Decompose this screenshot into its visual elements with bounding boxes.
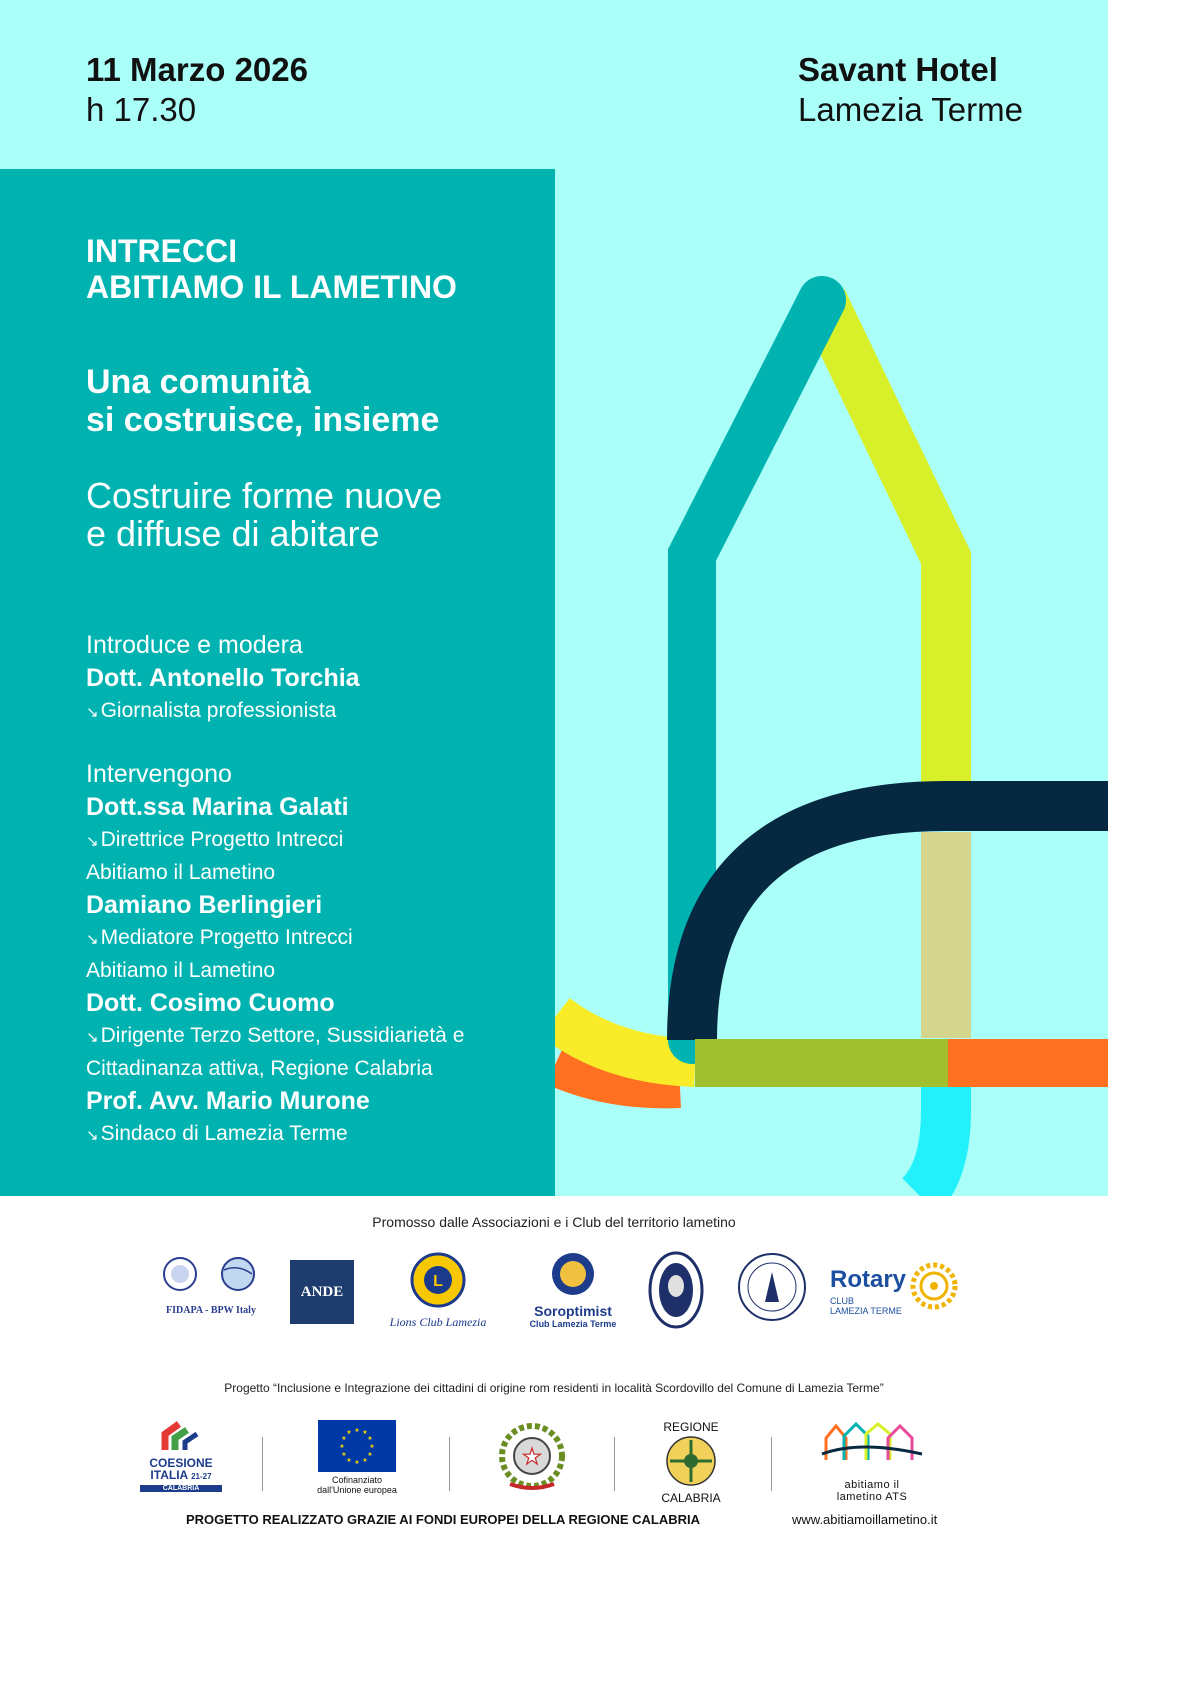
funding-credit: PROGETTO REALIZZATO GRAZIE AI FONDI EUROPEI DELLA REGIONE CALABRIA [186,1512,700,1527]
event-title [86,233,526,305]
eu-logo: ★ ★ ★ ★ ★ ★ ★ ★ ★ ★ ★ ★ Cofinanziato dall'Unione europea [310,1420,404,1495]
regione-calabria-logo: REGIONE CALABRIA [661,1420,721,1505]
moderator-label: Introduce e modera [86,631,303,659]
subtitle-line-1: Una comunità [86,363,311,401]
website-link[interactable]: www.abitiamoillametino.it [792,1512,938,1527]
venue-city: Lamezia Terme [798,91,1023,128]
svg-text:★: ★ [346,1429,352,1436]
svg-text:★: ★ [354,1459,360,1466]
speakers-label: Intervengono [86,760,232,788]
soroptimist-logo: Soroptimist Club Lamezia Terme [518,1250,628,1329]
svg-text:★: ★ [341,1435,347,1442]
event-subtitle [86,363,526,439]
funding-logos [140,1420,980,1510]
matris-emblem-icon [737,1250,807,1324]
divider [449,1437,450,1491]
fidapa-emblem-icon [156,1250,266,1300]
speakers-section [86,629,526,1151]
event-time: h 17.30 [86,91,197,128]
divider [614,1437,615,1491]
speaker-name: Dott. Cosimo Cuomo [86,989,335,1017]
arrow-icon: ↘ [86,1029,99,1046]
italian-republic-emblem-icon [496,1420,568,1494]
svg-text:★: ★ [367,1451,373,1458]
khaki-wall [921,832,971,1038]
venue-name: Savant Hotel [798,51,998,88]
cameo-portrait-icon [648,1250,704,1330]
lions-logo: L Lions Club Lamezia [378,1250,498,1330]
divider [771,1437,772,1491]
tagline-line-2: e diffuse di abitare [86,513,380,554]
event-tagline [86,477,526,553]
association-logos: FIDAPA - BPW Italy ANDE L Lions Club Lamezia Soroptimist Club Lamezia Terme Rotary CLUB LAMEZIA TERME [150,1250,970,1340]
project-caption: Progetto “Inclusione e Integrazione dei cittadini di origine rom residenti in località Scordovillo del Comune di Lamezia Terme” [224,1381,884,1395]
speaker-role-cont: Cittadinanza attiva, Regione Calabria [86,1057,433,1080]
olive-bar [695,1039,948,1087]
info-panel [0,169,555,1196]
promoters-caption: Promosso dalle Associazioni e i Club del territorio lametino [372,1214,736,1230]
divider [262,1437,263,1491]
orange-bar [948,1039,1108,1087]
lions-emblem-icon [408,1250,468,1310]
speaker-role: ↘Sindaco di Lamezia Terme [86,1122,348,1145]
soroptimist-emblem-icon [549,1250,597,1298]
svg-text:L: L [433,1273,443,1290]
ats-logo: abitiamo il lametino ATS [812,1420,932,1503]
svg-text:★: ★ [354,1427,360,1434]
matris-logo [736,1250,808,1329]
title-line-1: INTRECCI [86,233,238,269]
speaker-role: ↘Direttrice Progetto Intrecci [86,828,344,851]
arrow-icon: ↘ [86,1127,99,1144]
arrow-icon: ↘ [86,931,99,948]
calabria-shield-icon [664,1434,718,1488]
svg-text:★: ★ [522,1445,542,1470]
speaker-role: ↘Dirigente Terzo Settore, Sussidiarietà e [86,1024,465,1047]
arrow-icon: ↘ [86,704,99,721]
svg-text:★: ★ [369,1443,375,1450]
svg-text:★: ★ [362,1457,368,1464]
speaker-role-cont: Abitiamo il Lametino [86,959,276,982]
svg-text:★: ★ [367,1435,373,1442]
arrow-icon: ↘ [86,833,99,850]
speaker-role-cont: Abitiamo il Lametino [86,861,276,884]
convegni-logo [646,1250,706,1335]
speaker-name: Dott.ssa Marina Galati [86,793,349,821]
svg-text:★: ★ [341,1451,347,1458]
coesione-emblem-icon [161,1420,201,1454]
svg-text:★: ★ [362,1429,368,1436]
title-line-2: ABITIAMO IL LAMETINO [86,269,457,305]
svg-text:★: ★ [346,1457,352,1464]
cyan-curve [920,1087,946,1196]
moderator-role: ↘Giornalista professionista [86,699,337,722]
coesione-logo: COESIONE ITALIA 21-27 CALABRIA [140,1420,222,1492]
ande-logo: ANDE [290,1250,358,1324]
eu-flag-icon [318,1420,396,1472]
event-date: 11 Marzo 2026 [86,51,308,88]
moderator-name: Dott. Antonello Torchia [86,664,360,692]
navy-arch [692,806,1108,1040]
subtitle-line-2: si costruisce, insieme [86,401,440,439]
lime-roof [822,300,946,790]
speaker-name: Damiano Berlingieri [86,891,323,919]
fidapa-logo: FIDAPA - BPW Italy [156,1250,266,1316]
rotary-wheel-icon [910,1262,958,1310]
svg-text:★: ★ [339,1443,345,1450]
ats-houses-icon [820,1420,924,1476]
speaker-name: Prof. Avv. Mario Murone [86,1087,370,1115]
tagline-line-1: Costruire forme nuove [86,475,443,516]
speaker-role: ↘Mediatore Progetto Intrecci [86,926,353,949]
repubblica-logo [494,1420,570,1497]
